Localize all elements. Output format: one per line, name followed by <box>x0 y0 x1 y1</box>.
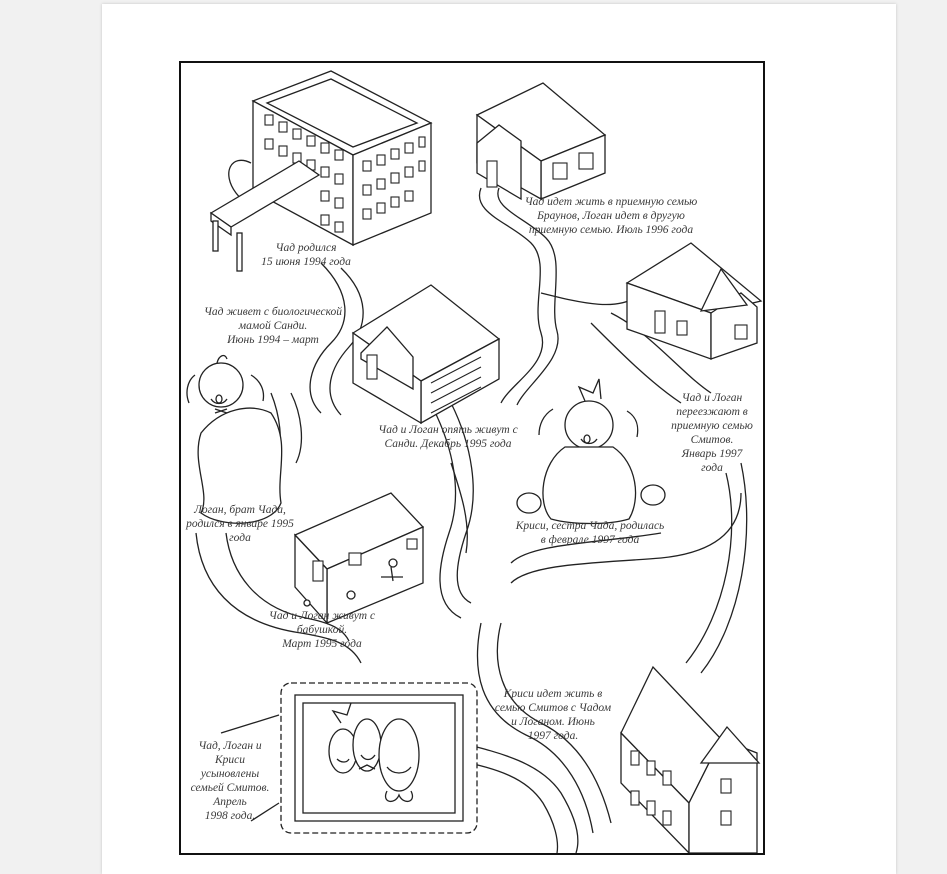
caption-browns: Чад идет жить в приемную семью Браунов, Логан идет в другую приемную семью. Июль 1996 года <box>524 196 698 236</box>
grandma-house-icon <box>295 493 423 623</box>
caption-krisi: Криси, сестра Чада, родилась в феврале 1997 года <box>515 520 665 546</box>
caption-smiths: Чад и Логан переезжают в приемную семью Смитов. Январь 1997 года <box>671 392 753 474</box>
caption-mom: Чад живет с биологической мамой Санди. Июнь 1994 – март <box>203 306 343 346</box>
family-photo-icon <box>281 683 477 833</box>
caption-logan: Логан, брат Чада, родился в январе 1995 года <box>186 504 294 544</box>
garage-house-icon <box>353 285 499 423</box>
caption-again: Чад и Логан опять живут с Санди. Декабрь 1995 года <box>378 424 518 450</box>
swaddled-baby-icon <box>187 356 282 524</box>
caption-adopted: Чад, Логан и Криси усыновлены семьей Смитов. Апрель 1998 года. <box>190 740 270 822</box>
document-page <box>102 4 896 874</box>
final-house-icon <box>621 667 759 853</box>
caption-born: Чад родился 15 июня 1994 года <box>261 242 351 268</box>
caption-grandma: Чад и Логан живут с бабушкой. Март 1995 года <box>268 610 376 650</box>
baby-girl-icon <box>517 379 665 524</box>
illustration-frame <box>179 61 765 855</box>
caption-krisi-joins: Криси идет жить в семью Смитов с Чадом и Логаном. Июнь 1997 года. <box>494 688 612 742</box>
browns-house-icon <box>477 83 605 199</box>
smiths-house-icon <box>627 243 761 359</box>
